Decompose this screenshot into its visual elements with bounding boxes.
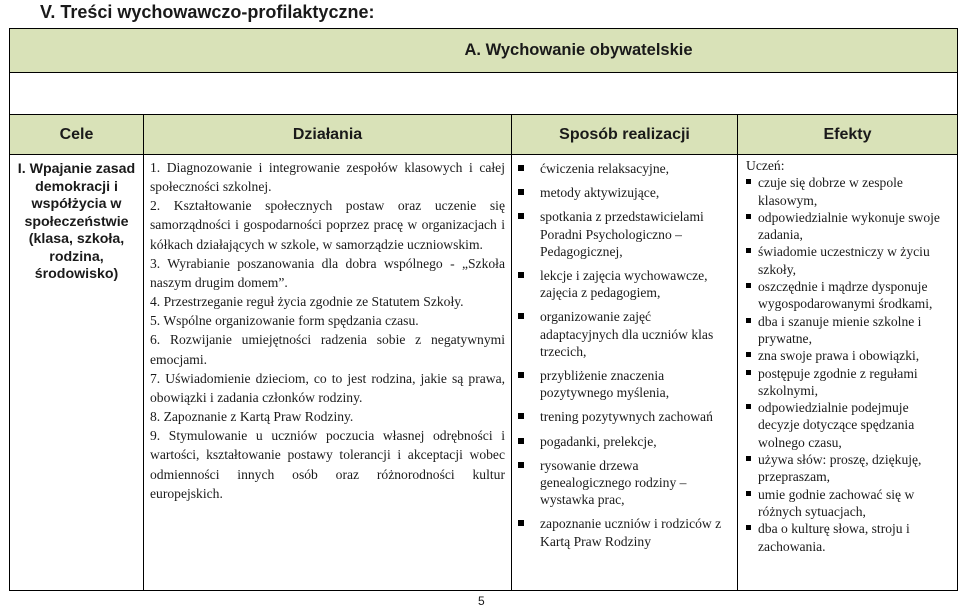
efekty-list xyxy=(746,174,951,555)
dzialanie-item: 8. Zapoznanie z Kartą Praw Rodziny. xyxy=(150,409,354,425)
sposob-item: trening pozytywnych zachowań xyxy=(518,408,729,425)
square-bullet-icon xyxy=(518,462,524,468)
sposob-item: rysowanie drzewa genealogicznego rodziny – wystawka prac, xyxy=(518,457,729,509)
column-header-efekty: Efekty xyxy=(738,115,958,155)
square-bullet-icon xyxy=(518,272,524,278)
sposob-item: ćwiczenia relaksacyjne, xyxy=(518,160,729,177)
dzialanie-item: 9. Stymulowanie u uczniów poczucia własnej odrębności i wartości, kształtowanie postawy tolerancji i akceptacji wobec odmienności innych osób oraz różnorodności kultur europejskich. xyxy=(150,428,505,501)
sposob-item: pogadanki, prelekcje, xyxy=(518,433,729,450)
sposob-item: spotkania z przedstawicielami Poradni Psychologiczno – Pedagogicznej, xyxy=(518,208,729,260)
column-header-sposob: Sposób realizacji xyxy=(512,115,738,155)
efekt-item: zna swoje prawa i obowiązki, xyxy=(746,347,951,364)
efekt-item: postępuje zgodnie z regułami szkolnymi, xyxy=(746,365,951,400)
square-bullet-icon xyxy=(746,214,751,219)
sposob-cell xyxy=(512,155,738,591)
dzialanie-item: 3. Wyrabianie poszanowania dla dobra wspólnego - „Szkoła naszym drugim domem”. xyxy=(150,255,505,290)
section-title: V. Treści wychowawczo-profilaktyczne: xyxy=(40,2,375,22)
dzialanie-item: 7. Uświadomienie dzieciom, co to jest rodzina, jakie są prawa, obowiązki i zadania członków rodziny. xyxy=(150,370,505,405)
square-bullet-icon xyxy=(518,165,524,171)
square-bullet-icon xyxy=(746,404,751,409)
square-bullet-icon xyxy=(518,189,524,195)
cel-cell xyxy=(10,155,144,591)
square-bullet-icon xyxy=(518,313,524,319)
efekty-header: Uczeń: xyxy=(746,158,785,173)
dzialania-cell xyxy=(144,155,512,591)
square-bullet-icon xyxy=(518,213,524,219)
dzialanie-item: 2. Kształtowanie społecznych postaw oraz uczenie się samorządności i gospodarności poprzez pracę w organizacjach i kółkach działających w szkole, w samorządzie uczniowskim. xyxy=(150,198,505,252)
square-bullet-icon xyxy=(746,352,751,357)
efekt-item: oszczędnie i mądrze dysponuje wygospodarowanymi środkami, xyxy=(746,278,951,313)
subtitle: A. Wychowanie obywatelskie xyxy=(464,41,693,59)
spacer-row xyxy=(10,73,958,115)
efekt-item: odpowiedzialnie podejmuje decyzje dotyczące spędzania wolnego czasu, xyxy=(746,399,951,451)
column-header-dzialania: Działania xyxy=(144,115,512,155)
square-bullet-icon xyxy=(746,283,751,288)
efekt-item: używa słów: proszę, dziękuję, przepraszam, xyxy=(746,451,951,486)
square-bullet-icon xyxy=(518,438,524,444)
sposob-item: zapoznanie uczniów i rodziców z Kartą Praw Rodziny xyxy=(518,515,729,549)
dzialanie-item: 4. Przestrzeganie reguł życia zgodnie ze Statutem Szkoły. xyxy=(150,294,464,310)
sposob-item: organizowanie zajęć adaptacyjnych dla uczniów klas trzecich, xyxy=(518,308,729,360)
content-row xyxy=(10,155,958,591)
page-number: 5 xyxy=(478,594,485,608)
cel-bold: I. Wpajanie zasad demokracji i współżycia w społeczeństwie xyxy=(17,161,136,230)
sposob-item: lekcje i zajęcia wychowawcze, zajęcia z pedagogiem, xyxy=(518,267,729,301)
square-bullet-icon xyxy=(746,318,751,323)
efekt-item: dba i szanuje mienie szkolne i prywatne, xyxy=(746,313,951,348)
efekt-item: świadomie uczestniczy w życiu szkoły, xyxy=(746,243,951,278)
dzialanie-item: 6. Rozwijanie umiejętności radzenia sobie z negatywnymi emocjami. xyxy=(150,332,505,367)
square-bullet-icon xyxy=(518,520,524,526)
sposob-item: przybliżenie znaczenia pozytywnego myślenia, xyxy=(518,367,729,401)
efekt-item: czuje się dobrze w zespole klasowym, xyxy=(746,174,951,209)
content-table xyxy=(9,28,958,591)
square-bullet-icon xyxy=(746,491,751,496)
dzialanie-item: 5. Wspólne organizowanie form spędzania czasu. xyxy=(150,313,419,329)
column-header-cele: Cele xyxy=(10,115,144,155)
square-bullet-icon xyxy=(746,179,751,184)
square-bullet-icon xyxy=(746,248,751,253)
efekt-item: umie godnie zachować się w różnych sytuacjach, xyxy=(746,486,951,521)
square-bullet-icon xyxy=(746,525,751,530)
header-row xyxy=(10,115,958,155)
efekt-item: dba o kulturę słowa, stroju i zachowania. xyxy=(746,520,951,555)
square-bullet-icon xyxy=(746,370,751,375)
square-bullet-icon xyxy=(518,372,524,378)
sposob-item: metody aktywizujące, xyxy=(518,184,729,201)
square-bullet-icon xyxy=(518,413,524,419)
sposob-list xyxy=(518,160,729,550)
efekt-item: odpowiedzialnie wykonuje swoje zadania, xyxy=(746,209,951,244)
efekty-cell xyxy=(738,155,958,591)
subtitle-row xyxy=(10,29,958,73)
square-bullet-icon xyxy=(746,456,751,461)
cel-scope: (klasa, szkoła, rodzina, środowisko) xyxy=(28,231,125,282)
dzialanie-item: 1. Diagnozowanie i integrowanie zespołów klasowych i całej społeczności szkolnej. xyxy=(150,160,505,195)
